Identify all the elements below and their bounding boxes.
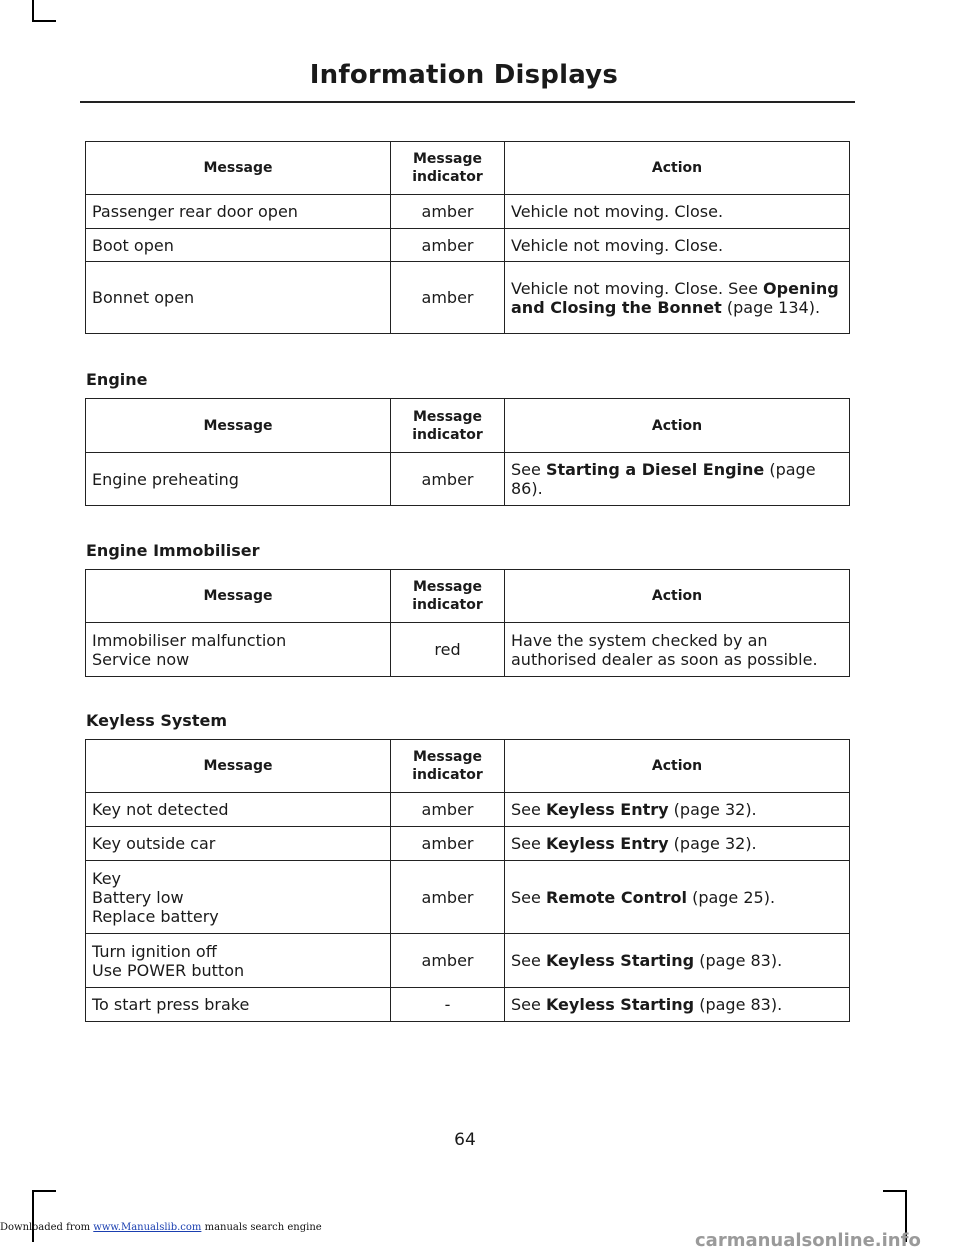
- column-header-action: Action: [505, 740, 850, 793]
- column-header-message: Message: [86, 399, 391, 453]
- section-heading-engine: Engine: [86, 370, 148, 389]
- crop-mark-top-left-horizontal: [34, 20, 56, 22]
- table-row: [86, 262, 850, 334]
- message-cell: Boot open: [86, 229, 391, 262]
- cross-reference: Keyless Starting: [545, 995, 695, 1014]
- column-header-indicator: Message indicator: [391, 740, 505, 793]
- indicator-cell: amber: [391, 229, 505, 262]
- table-row: [86, 934, 850, 988]
- indicator-cell: amber: [391, 793, 505, 827]
- crop-mark-top-left-vertical: [32, 0, 34, 22]
- action-cell: See Starting a Diesel Engine (page 86).: [505, 453, 850, 506]
- table-row: [86, 793, 850, 827]
- action-cell: See Keyless Entry (page 32).: [505, 793, 850, 827]
- table-row: [86, 861, 850, 934]
- message-cell: Passenger rear door open: [86, 195, 391, 229]
- immobiliser-messages-table: [85, 569, 850, 677]
- page-title: Information Displays: [309, 60, 618, 90]
- manualslib-link[interactable]: www.Manualslib.com: [93, 1222, 202, 1233]
- table-row: [86, 988, 850, 1022]
- cross-reference: Keyless Entry: [545, 834, 669, 853]
- message-cell: Turn ignition off Use POWER button: [86, 934, 391, 988]
- cross-reference: Remote Control: [545, 887, 687, 907]
- footer-prefix: Downloaded from: [0, 1222, 94, 1233]
- action-cell: Have the system checked by an authorised dealer as soon as possible.: [505, 623, 850, 677]
- crop-mark-bottom-left-vertical: [32, 1190, 34, 1242]
- footer-suffix: manuals search engine: [201, 1222, 322, 1233]
- message-cell: To start press brake: [86, 988, 391, 1022]
- cross-reference: Starting a Diesel Engine: [545, 460, 765, 479]
- table-row: [86, 195, 850, 229]
- message-cell: Bonnet open: [86, 262, 391, 334]
- column-header-message: Message: [86, 740, 391, 793]
- indicator-cell: red: [391, 623, 505, 677]
- table-row: [86, 229, 850, 262]
- cross-reference: Keyless Starting: [545, 951, 695, 970]
- page-number: 64: [454, 1130, 476, 1150]
- column-header-message: Message: [86, 142, 391, 195]
- message-cell: Key not detected: [86, 793, 391, 827]
- message-cell: Immobiliser malfunction Service now: [86, 623, 391, 677]
- download-footer: [0, 1222, 921, 1251]
- cross-reference: Keyless Entry: [545, 800, 669, 819]
- message-cell: Key outside car: [86, 827, 391, 861]
- column-header-action: Action: [505, 399, 850, 453]
- section-heading-keyless-system: Keyless System: [86, 711, 227, 730]
- engine-messages-table: [85, 398, 850, 506]
- column-header-action: Action: [505, 570, 850, 623]
- crop-mark-bottom-right-horizontal: [883, 1190, 905, 1192]
- action-cell: Vehicle not moving. Close.: [505, 195, 850, 229]
- section-heading-engine-immobiliser: Engine Immobiliser: [86, 541, 260, 560]
- column-header-indicator: Message indicator: [391, 142, 505, 195]
- action-cell: See Keyless Starting (page 83).: [505, 934, 850, 988]
- message-cell: Key Battery low Replace battery: [86, 861, 391, 934]
- indicator-cell: amber: [391, 934, 505, 988]
- column-header-indicator: Message indicator: [391, 570, 505, 623]
- action-cell: See Keyless Starting (page 83).: [505, 988, 850, 1022]
- column-header-message: Message: [86, 570, 391, 623]
- action-cell: See Remote Control (page 25).: [505, 861, 850, 934]
- table-row: [86, 623, 850, 677]
- action-cell: Vehicle not moving. Close.: [505, 229, 850, 262]
- cross-reference: Opening and Closing the Bonnet: [511, 278, 839, 317]
- indicator-cell: amber: [391, 827, 505, 861]
- crop-mark-bottom-left-horizontal: [34, 1190, 56, 1192]
- column-header-indicator: Message indicator: [391, 399, 505, 453]
- table-row: [86, 453, 850, 506]
- door-messages-table: [85, 141, 850, 334]
- indicator-cell: amber: [391, 195, 505, 229]
- watermark: carmanualsonline.info: [695, 1230, 921, 1251]
- indicator-cell: -: [391, 988, 505, 1022]
- indicator-cell: amber: [391, 861, 505, 934]
- indicator-cell: amber: [391, 453, 505, 506]
- action-cell: Vehicle not moving. Close. See Opening and Closing the Bonnet (page 134).: [505, 262, 850, 334]
- column-header-action: Action: [505, 142, 850, 195]
- table-row: [86, 827, 850, 861]
- message-cell: Engine preheating: [86, 453, 391, 506]
- indicator-cell: amber: [391, 262, 505, 334]
- title-divider: [80, 101, 855, 103]
- action-cell: See Keyless Entry (page 32).: [505, 827, 850, 861]
- keyless-messages-table: [85, 739, 850, 1022]
